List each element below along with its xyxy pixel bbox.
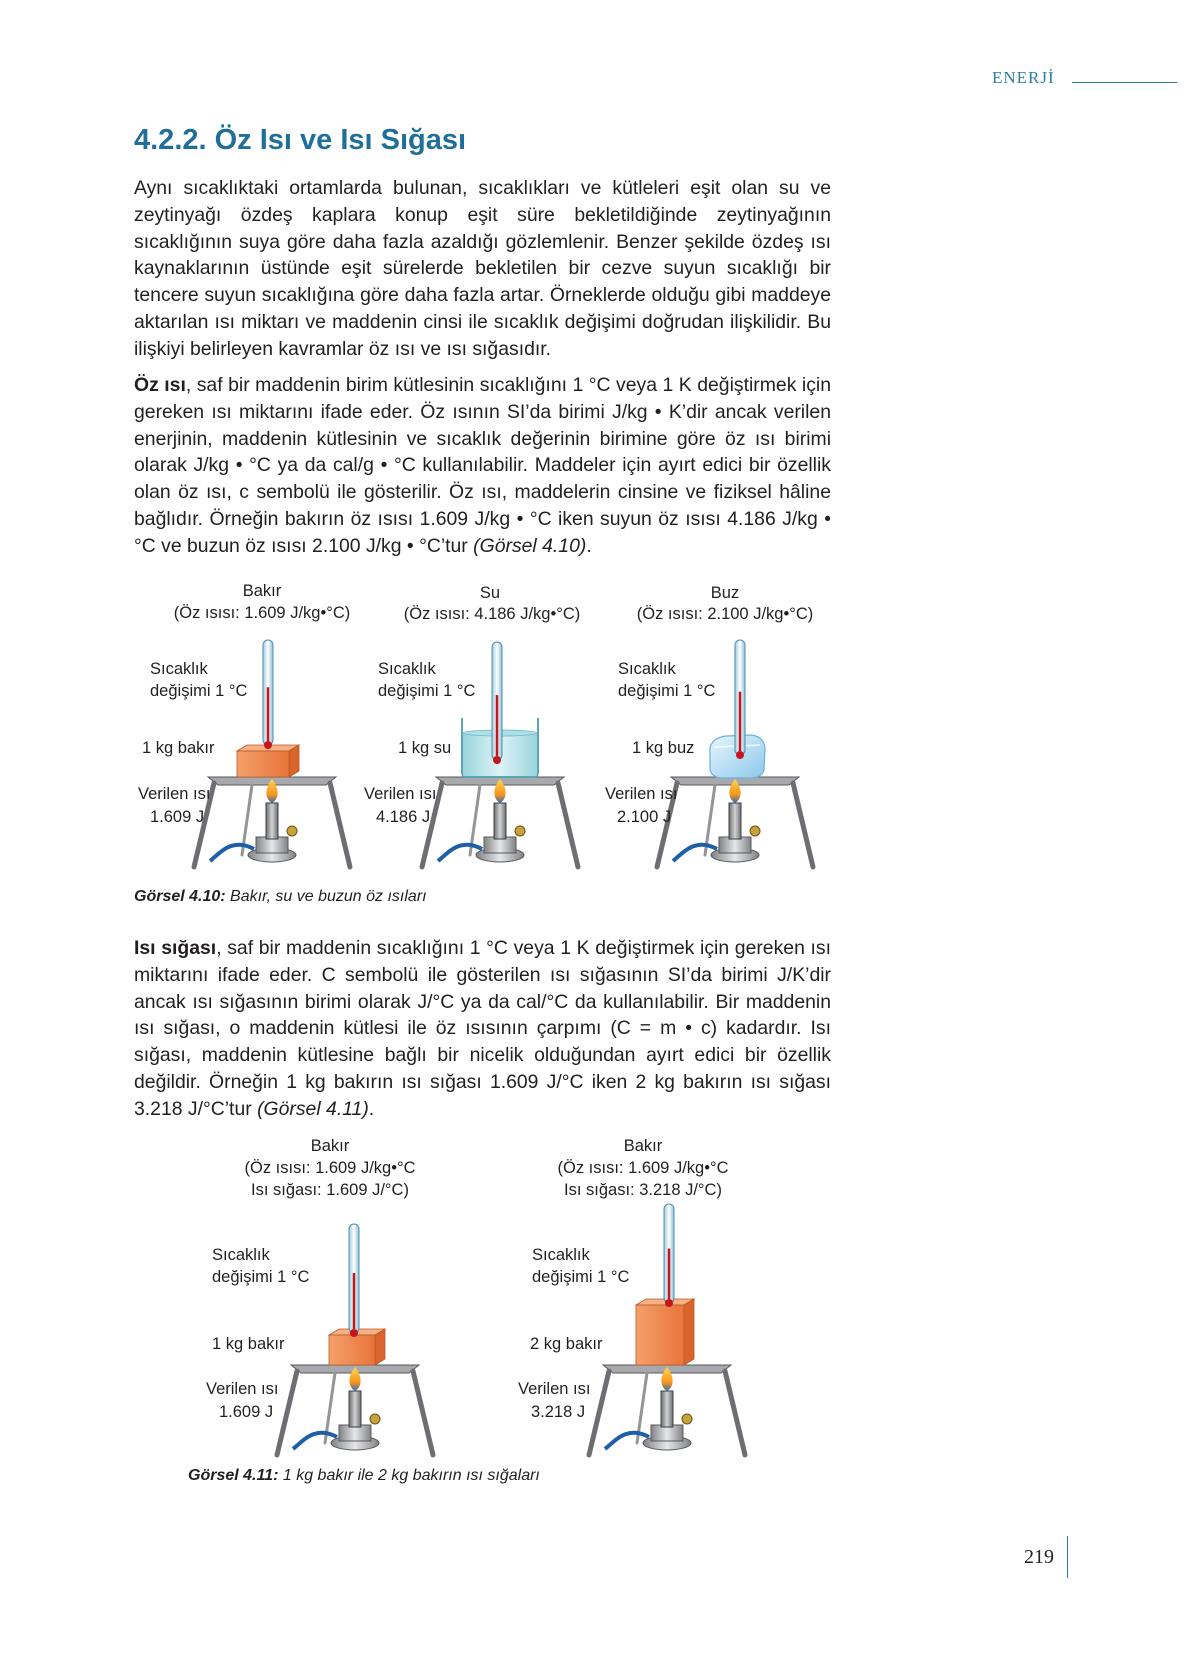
panel-copper-name: Bakır xyxy=(242,582,282,600)
cap1-gas-hose xyxy=(293,1433,337,1449)
cap1-thermometer-bulb xyxy=(350,1329,358,1337)
panel-1kg-change-2: değişimi 1 °C xyxy=(212,1268,310,1286)
panel-water-name: Su xyxy=(479,584,501,602)
copper-tripod-leg-right xyxy=(330,783,350,867)
panel-2kg-change-1: Sıcaklık xyxy=(532,1246,590,1264)
panel-ice-heat-2: 2.100 J xyxy=(617,808,672,826)
cap2-copper-block xyxy=(636,1305,684,1365)
panel-copper-heat-2: 1.609 J xyxy=(150,808,205,826)
cap2-gas-hose xyxy=(605,1433,649,1449)
water-burner-valve xyxy=(515,826,525,836)
panel-2kg-capacity: Isı sığası: 3.218 J/°C) xyxy=(564,1181,722,1199)
panel-2kg-heat-2: 3.218 J xyxy=(531,1403,586,1421)
copper-burner-barrel xyxy=(266,803,278,839)
panel-1kg-capacity: Isı sığası: 1.609 J/°C) xyxy=(251,1181,409,1199)
ice-gas-hose xyxy=(673,845,717,861)
panel-1kg-heat-2: 1.609 J xyxy=(219,1403,274,1421)
panel-water-change-1: Sıcaklık xyxy=(378,660,436,678)
panel-2kg-change-2: değişimi 1 °C xyxy=(532,1268,630,1286)
copper-burner-valve xyxy=(287,826,297,836)
panel-1kg-spec: (Öz ısısı: 1.609 J/kg•°C xyxy=(244,1159,416,1177)
panel-copper-change-1: Sıcaklık xyxy=(150,660,208,678)
panel-ice-heat-1: Verilen ısı xyxy=(605,785,678,803)
copper-thermometer-bulb xyxy=(264,741,272,749)
panel-1kg-mass: 1 kg bakır xyxy=(212,1335,285,1353)
chapter-header: ENERJİ xyxy=(992,68,1055,87)
page-number: 219 xyxy=(1024,1546,1054,1568)
cap2-burner-valve xyxy=(682,1414,692,1424)
term-specific-heat: Öz ısı xyxy=(134,374,186,396)
panel-water-heat-1: Verilen ısı xyxy=(364,785,437,803)
panel-1kg-name: Bakır xyxy=(310,1137,350,1155)
specific-heat-paragraph: Öz ısı, saf bir maddenin birim kütlesinin sıcaklığını 1 °C veya 1 K değiştirmek için gereken ısı miktarını ifade eder. Öz ısının SI’da birimi J/kg • K’dir ancak verilen enerjinin, maddenin kütlesinin ve sıcaklık değerinin birimine göre öz ısı birimi olarak J/kg • °C ya da cal/g • °C kullanılabilir. Maddeler için ayırt edici bir özellik olan öz ısı, c sembolü ile gösterilir. Öz ısı, maddelerin cinsine ve fiziksel hâline bağlıdır. Örneğin bakırın öz ısısı 1.609 J/kg • °C iken suyun öz ısısı 4.186 J/kg • °C ve buzun öz ısısı 2.100 J/kg • °C’tur (Görsel 4.10). xyxy=(134,374,831,557)
figure-4-11-caption: Görsel 4.11: 1 kg bakır ile 2 kg bakırın ısı sığaları xyxy=(188,1467,540,1484)
panel-water-mass: 1 kg su xyxy=(398,739,452,757)
panel-2kg-mass: 2 kg bakır xyxy=(530,1335,603,1353)
panel-ice-change-2: değişimi 1 °C xyxy=(618,682,716,700)
term-heat-capacity: Isı sığası xyxy=(134,937,217,959)
figure-reference: (Görsel 4.11) xyxy=(257,1097,369,1120)
panel-copper-change-2: değişimi 1 °C xyxy=(150,682,248,700)
page-number-rule xyxy=(1067,1536,1068,1578)
intro-paragraph: Aynı sıcaklıktaki ortamlarda bulunan, sıcaklıkları ve kütleleri eşit olan su ve zeytinyağı özdeş kaplara konup eşit süre bekletildiğinde zeytinyağının sıcaklığının suya göre daha fazla azaldığı gözlemlenir. Benzer şekilde özdeş ısı kaynaklarının üstünde eşit sürelerde bekletilen bir cezve suyun sıcaklığı bir tencere suyun sıcaklığına göre daha fazla artar. Örneklerde olduğu gibi maddeye aktarılan ısı miktarı ve maddenin cinsi ile sıcaklık değişimi doğrudan ilişkilidir. Bu ilişkiyi belirleyen kavramlar öz ısı ve ısı sığasıdır. xyxy=(134,177,831,360)
panel-ice-mass: 1 kg buz xyxy=(632,739,695,757)
panel-2kg-spec: (Öz ısısı: 1.609 J/kg•°C xyxy=(557,1159,729,1177)
copper-copper-block xyxy=(237,751,289,777)
panel-2kg-heat-1: Verilen ısı xyxy=(518,1380,591,1398)
panel-water-spec: (Öz ısısı: 4.186 J/kg•°C) xyxy=(403,605,581,623)
cap2-burner-barrel xyxy=(661,1391,673,1427)
water-tripod-leg-right xyxy=(558,783,578,867)
cap1-burner-valve xyxy=(370,1414,380,1424)
cap2-block-side xyxy=(684,1299,694,1365)
cap1-block-side xyxy=(375,1329,385,1365)
figure-reference: (Görsel 4.10) xyxy=(473,534,587,557)
panel-copper-spec: (Öz ısısı: 1.609 J/kg•°C) xyxy=(173,604,351,622)
ice-thermometer-bulb xyxy=(736,751,744,759)
cap1-tripod-leg-left xyxy=(277,1371,297,1455)
panel-2kg-name: Bakır xyxy=(623,1137,663,1155)
copper-block-side xyxy=(289,745,299,777)
panel-water-change-2: değişimi 1 °C xyxy=(378,682,476,700)
figure-4-10-caption: Görsel 4.10: Bakır, su ve buzun öz ısıları xyxy=(134,888,427,905)
cap2-tripod-leg-right xyxy=(725,1371,745,1455)
panel-1kg-heat-1: Verilen ısı xyxy=(206,1380,279,1398)
water-gas-hose xyxy=(438,845,482,861)
water-burner-barrel xyxy=(494,803,506,839)
panel-ice-spec: (Öz ısısı: 2.100 J/kg•°C) xyxy=(636,605,814,623)
section-title: 4.2.2. Öz Isı ve Isı Sığası xyxy=(134,124,467,156)
cap1-copper-block xyxy=(329,1335,375,1365)
ice-burner-valve xyxy=(750,826,760,836)
cap1-tripod-leg-right xyxy=(413,1371,433,1455)
panel-copper-mass: 1 kg bakır xyxy=(142,739,215,757)
cap2-tripod-leg-left xyxy=(589,1371,609,1455)
heat-capacity-paragraph: Isı sığası, saf bir maddenin sıcaklığını 1 °C veya 1 K değiştirmek için gereken ısı miktarını ifade eder. C sembolü ile gösterilen ısı sığasının SI’da birimi J/K’dir ancak ısı sığasının birimi olarak J/°C ya da cal/°C da kullanılabilir. Bir maddenin ısı sığası, o maddenin kütlesi ile öz ısısının çarpımı (C = m • c) kadardır. Isı sığası, maddenin kütlesine bağlı bir nicelik olduğundan ayırt edici bir özellik değildir. Örneğin 1 kg bakırın ısı sığası 1.609 J/°C iken 2 kg bakırın ısı sığası 3.218 J/°C’tur (Görsel 4.11). xyxy=(134,937,831,1120)
water-thermometer-bulb xyxy=(493,756,501,764)
panel-1kg-change-1: Sıcaklık xyxy=(212,1246,270,1264)
panel-ice-change-1: Sıcaklık xyxy=(618,660,676,678)
cap2-thermometer-bulb xyxy=(665,1299,673,1307)
ice-tripod-leg-right xyxy=(793,783,813,867)
panel-copper-heat-1: Verilen ısı xyxy=(138,785,211,803)
cap1-burner-barrel xyxy=(349,1391,361,1427)
ice-burner-barrel xyxy=(729,803,741,839)
copper-gas-hose xyxy=(210,845,254,861)
panel-ice-name: Buz xyxy=(710,584,740,602)
panel-water-heat-2: 4.186 J xyxy=(376,808,431,826)
